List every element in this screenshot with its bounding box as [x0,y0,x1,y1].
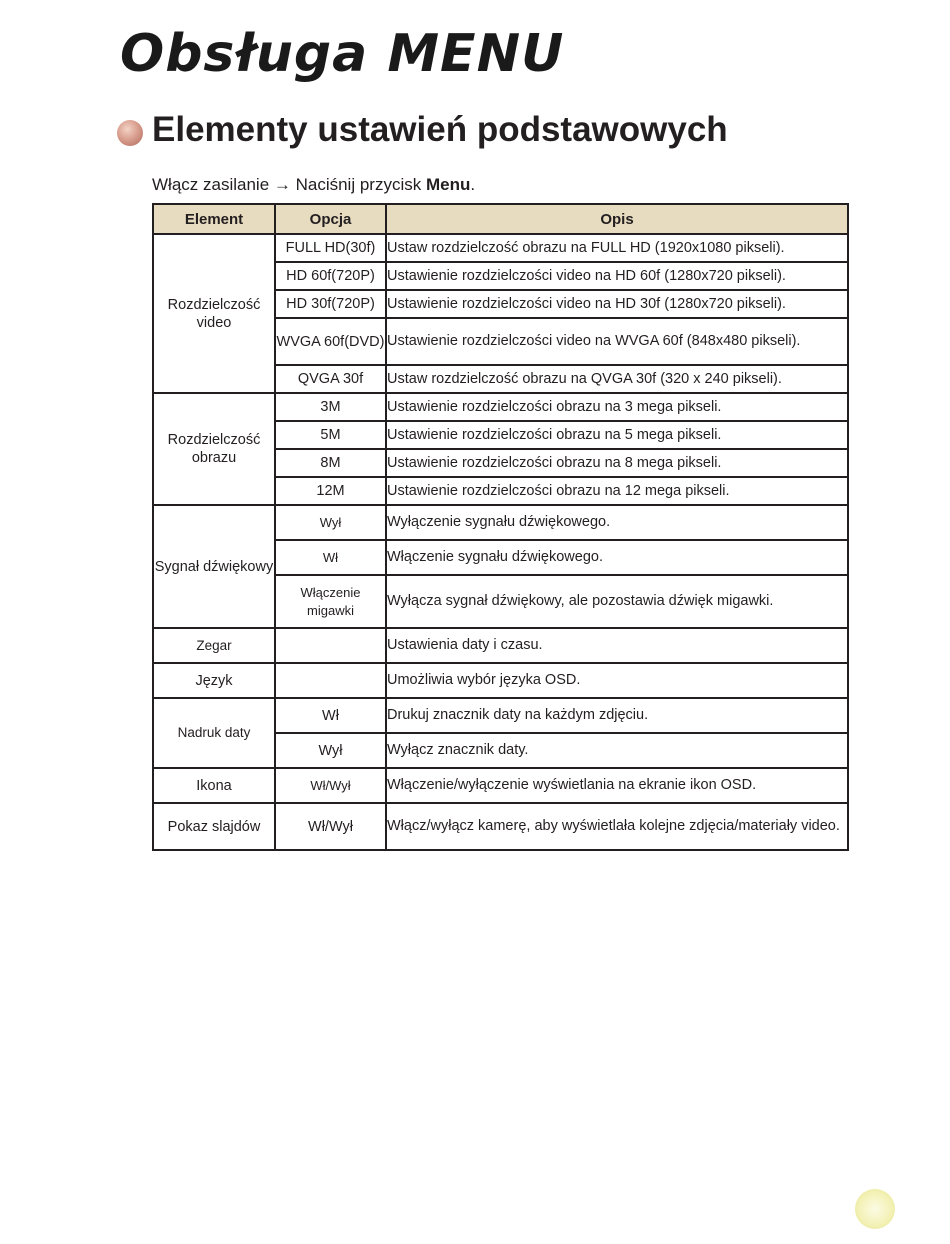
option-cell: FULL HD(30f) [275,234,386,262]
table-row [153,393,848,421]
table-row [153,505,848,540]
element-cell: Język [153,663,275,698]
header-description: Opis [386,204,848,234]
description-cell: Ustaw rozdzielczość obrazu na QVGA 30f (320 x 240 pikseli). [386,365,848,393]
intro-menu-keyword: Menu [425,175,471,194]
section-title: Elementy ustawień podstawowych [152,110,728,149]
page-title: Obsługa MENU [120,24,565,84]
element-cell: Rozdzielczość obrazu [153,393,275,505]
description-cell: Włączenie sygnału dźwiękowego. [386,540,848,575]
option-cell: Wył [275,505,386,540]
option-cell: Wł [275,540,386,575]
option-cell: Wył [275,733,386,768]
table-row [153,663,848,698]
option-cell: Wł/Wył [275,803,386,850]
description-cell: Ustawienie rozdzielczości obrazu na 8 mega pikseli. [386,449,848,477]
element-cell: Sygnał dźwiękowy [153,505,275,628]
table-row [153,698,848,733]
option-cell: WVGA 60f(DVD) [275,318,386,365]
element-cell: Rozdzielczość video [153,234,275,393]
option-cell [275,663,386,698]
table-row [153,803,848,850]
description-cell: Drukuj znacznik daty na każdym zdjęciu. [386,698,848,733]
option-cell: QVGA 30f [275,365,386,393]
description-cell: Wyłącza sygnał dźwiękowy, ale pozostawia dźwięk migawki. [386,575,848,628]
element-cell: Pokaz slajdów [153,803,275,850]
description-cell: Włączenie/wyłączenie wyświetlania na ekranie ikon OSD. [386,768,848,803]
page-number-circle-icon [855,1189,895,1229]
description-cell: Ustawienie rozdzielczości video na WVGA 60f (848x480 pikseli). [386,318,848,365]
option-cell: 8M [275,449,386,477]
description-cell: Ustawienie rozdzielczości obrazu na 5 mega pikseli. [386,421,848,449]
table-row [153,234,848,262]
intro-prefix: Włącz zasilanie → Naciśnij przycisk [152,175,426,194]
settings-table [152,203,849,851]
description-cell: Ustawienia daty i czasu. [386,628,848,663]
description-cell: Ustawienie rozdzielczości video na HD 30f (1280x720 pikseli). [386,290,848,318]
element-cell: Ikona [153,768,275,803]
intro-suffix: . [470,175,476,194]
table-header-row [153,204,848,234]
description-cell: Ustawienie rozdzielczości video na HD 60f (1280x720 pikseli). [386,262,848,290]
table-row [153,768,848,803]
header-element: Element [153,204,275,234]
description-cell: Ustaw rozdzielczość obrazu na FULL HD (1920x1080 pikseli). [386,234,848,262]
option-cell: 5M [275,421,386,449]
option-cell: Wł [275,698,386,733]
option-cell: Włączenie migawki [275,575,386,628]
intro-text [152,175,475,195]
option-cell [275,628,386,663]
option-cell: Wł/Wył [275,768,386,803]
option-cell: 12M [275,477,386,505]
element-cell: Zegar [153,628,275,663]
description-cell: Ustawienie rozdzielczości obrazu na 12 mega pikseli. [386,477,848,505]
description-cell: Wyłączenie sygnału dźwiękowego. [386,505,848,540]
description-cell: Umożliwia wybór języka OSD. [386,663,848,698]
option-cell: HD 60f(720P) [275,262,386,290]
description-cell: Wyłącz znacznik daty. [386,733,848,768]
section-bullet-icon [117,120,143,146]
option-cell: 3M [275,393,386,421]
description-cell: Ustawienie rozdzielczości obrazu na 3 mega pikseli. [386,393,848,421]
element-cell: Nadruk daty [153,698,275,768]
option-cell: HD 30f(720P) [275,290,386,318]
table-row [153,628,848,663]
header-option: Opcja [275,204,386,234]
description-cell: Włącz/wyłącz kamerę, aby wyświetlała kolejne zdjęcia/materiały video. [386,803,848,850]
